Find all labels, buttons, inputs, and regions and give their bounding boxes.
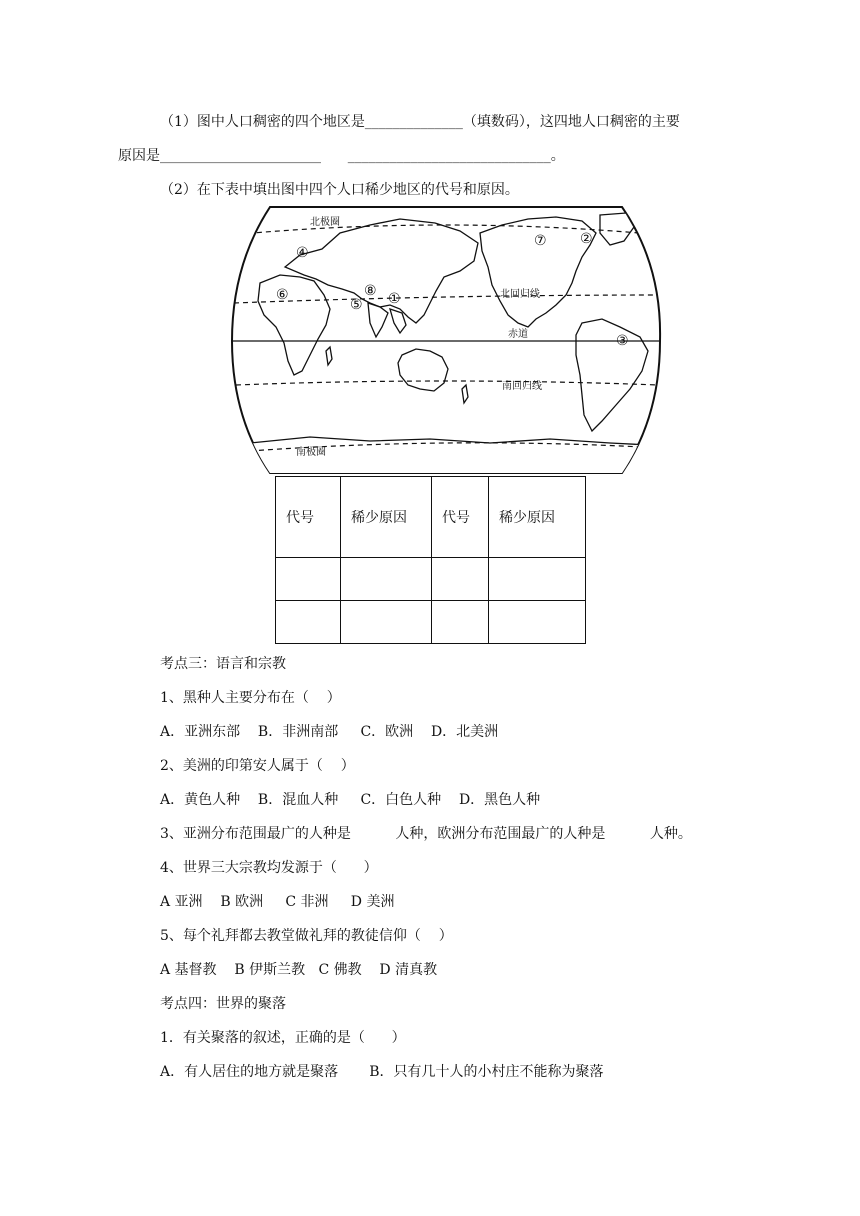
s3-question-5: 5、每个礼拜都去教堂做礼拜的教徒信仰（ ） (160, 928, 453, 944)
question-1-line-2: 原因是_______________________ _____________________________。 (118, 148, 565, 164)
marker-6: ⑥ (276, 287, 289, 303)
table-row (276, 601, 586, 644)
header-code-1: 代号 (276, 477, 341, 558)
table-cell[interactable] (432, 558, 489, 601)
s3-question-4-options: A 亚洲 B 欧洲 C 非洲 D 美洲 (160, 894, 395, 910)
header-reason-2: 稀少原因 (489, 477, 586, 558)
table-cell[interactable] (432, 601, 489, 644)
header-reason-1: 稀少原因 (341, 477, 432, 558)
section-4-title: 考点四：世界的聚落 (160, 996, 286, 1012)
label-tropic-of-capricorn: 南回归线 (502, 381, 542, 392)
table-cell[interactable] (276, 601, 341, 644)
label-antarctic-circle: 南极圈 (296, 447, 326, 458)
question-1-line-1: （1）图中人口稠密的四个地区是______________（填数码），这四地人口稠密的主要 (160, 114, 680, 130)
marker-7: ⑦ (534, 233, 547, 249)
section-3-title: 考点三：语言和宗教 (160, 656, 286, 672)
label-equator: 赤道 (508, 329, 528, 340)
marker-4: ④ (296, 245, 309, 261)
table-cell[interactable] (489, 601, 586, 644)
s3-question-1-options: A．亚洲东部 B．非洲南部 C．欧洲 D．北美洲 (160, 724, 499, 740)
table-cell[interactable] (276, 558, 341, 601)
s3-question-4: 4、世界三大宗教均发源于（ ） (160, 860, 378, 876)
table-cell[interactable] (341, 558, 432, 601)
table-header-row (276, 477, 586, 558)
s3-question-2-options: A．黄色人种 B．混血人种 C．白色人种 D．黑色人种 (160, 792, 541, 808)
label-arctic-circle: 北极圈 (310, 217, 340, 228)
label-tropic-of-cancer: 北回归线 (500, 289, 540, 300)
marker-8: ⑧ (364, 283, 377, 299)
s4-question-1-options: A．有人居住的地方就是聚落 B．只有几十人的小村庄不能称为聚落 (160, 1064, 604, 1080)
header-code-2: 代号 (432, 477, 489, 558)
s3-question-2: 2、美洲的印第安人属于（ ） (160, 758, 355, 774)
world-map (230, 205, 662, 477)
marker-2: ② (580, 231, 593, 247)
sparse-regions-table (275, 476, 586, 644)
marker-5: ⑤ (350, 297, 363, 313)
table-row (276, 558, 586, 601)
question-2-text: （2）在下表中填出图中四个人口稀少地区的代号和原因。 (160, 182, 519, 198)
s3-question-5-options: A 基督教 B 伊斯兰教 C 佛教 D 清真教 (160, 962, 438, 978)
marker-1: ① (388, 291, 401, 307)
table-cell[interactable] (341, 601, 432, 644)
s4-question-1: 1．有关聚落的叙述，正确的是（ ） (160, 1030, 406, 1046)
table-cell[interactable] (489, 558, 586, 601)
s3-question-3: 3、亚洲分布范围最广的人种是 人种，欧洲分布范围最广的人种是 人种。 (160, 826, 692, 842)
s3-question-1: 1、黑种人主要分布在（ ） (160, 690, 341, 706)
antarctica (230, 437, 662, 477)
marker-3: ③ (616, 333, 629, 349)
